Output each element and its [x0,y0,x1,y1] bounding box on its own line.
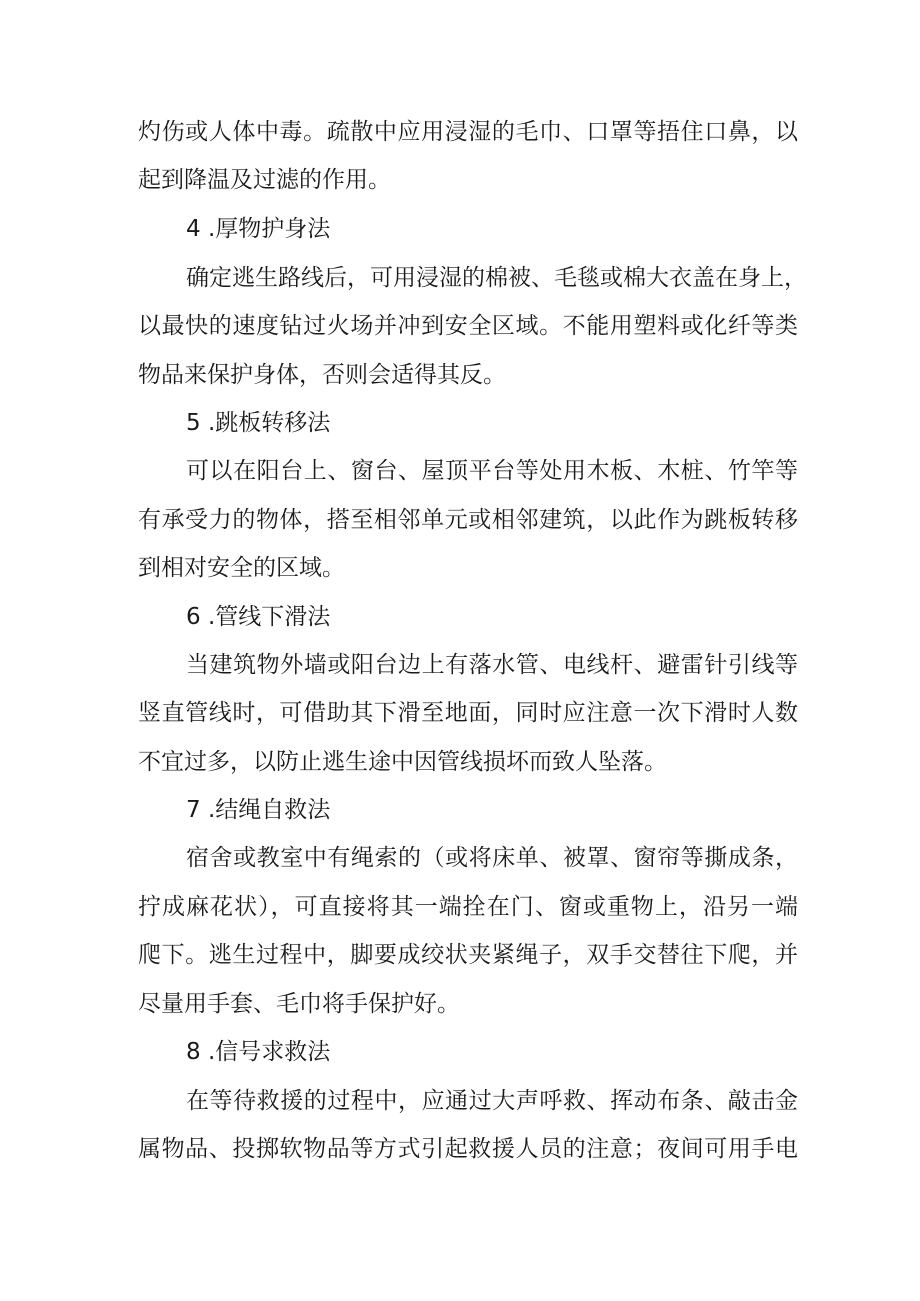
paragraph-line: 物品来保护身体，否则会适得其反。 [138,362,506,388]
paragraph-line: 可以在阳台上、窗台、屋顶平台等处用木板、木桩、竹竿等 [186,458,798,484]
paragraph-line: 竖直管线时，可借助其下滑至地面，同时应注意一次下滑时人数 [138,700,798,726]
paragraph-line: 属物品、投掷软物品等方式引起救援人员的注意；夜间可用手电 [138,1136,798,1162]
paragraph-line: 有承受力的物体，搭至相邻单元或相邻建筑，以此作为跳板转移 [138,507,798,533]
section-heading-6: 6 .管线下滑法 [186,604,331,630]
paragraph-line: 拧成麻花状），可直接将其一端拴在门、窗或重物上，沿另一端 [138,894,798,920]
section-heading-5: 5 .跳板转移法 [186,410,331,436]
paragraph-line: 宿舍或教室中有绳索的（或将床单、被罩、窗帘等撕成条， [186,845,798,871]
paragraph-line: 以最快的速度钻过火场并冲到安全区域。不能用塑料或化纤等类 [138,313,798,339]
paragraph-line: 到相对安全的区域。 [138,555,345,581]
paragraph-line: 当建筑物外墙或阳台边上有落水管、电线杆、避雷针引线等 [186,652,798,678]
paragraph-line: 在等待救援的过程中，应通过大声呼救、挥动布条、敲击金 [186,1088,798,1114]
paragraph-line: 确定逃生路线后，可用浸湿的棉被、毛毯或棉大衣盖在身上， [186,265,807,291]
section-heading-4: 4 .厚物护身法 [186,216,331,242]
paragraph-line: 灼伤或人体中毒。疏散中应用浸湿的毛巾、口罩等捂住口鼻，以 [138,119,798,145]
paragraph-line: 爬下。逃生过程中，脚要成绞状夹紧绳子，双手交替往下爬，并 [138,942,798,968]
paragraph-line: 不宜过多，以防止逃生途中因管线损坏而致人坠落。 [138,749,667,775]
paragraph-line: 尽量用手套、毛巾将手保护好。 [138,991,460,1017]
paragraph-line: 起到降温及过滤的作用。 [138,167,391,193]
section-heading-7: 7 .结绳自救法 [186,797,331,823]
section-heading-8: 8 .信号求救法 [186,1039,331,1065]
